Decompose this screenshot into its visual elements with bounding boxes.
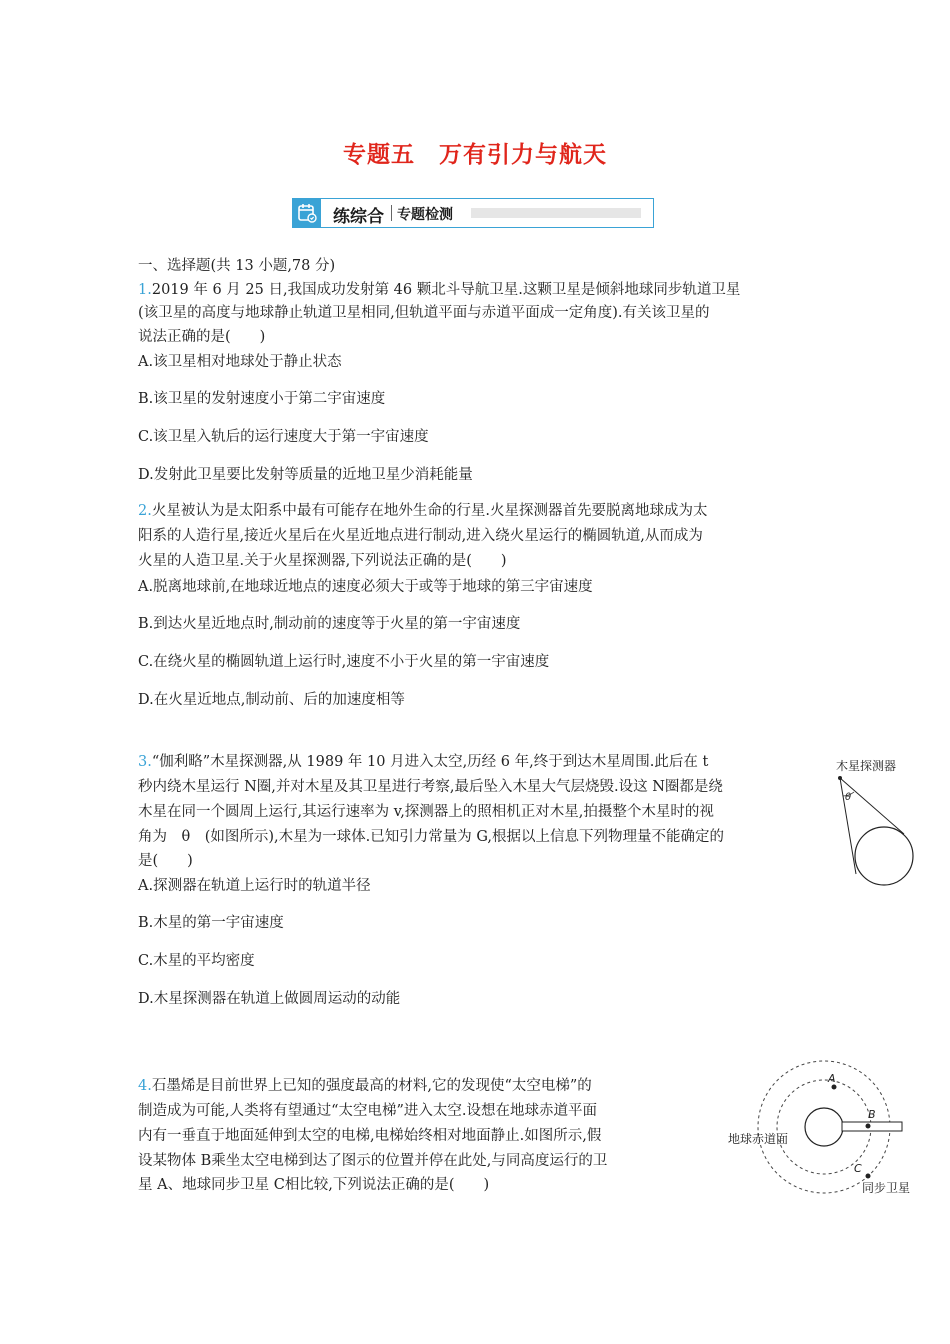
question-number: 3. [138,754,152,770]
question-1-option-c: C.该卫星入轨后的运行速度大于第一宇宙速度 [138,429,429,445]
question-4-line: 设某物体 B乘坐太空电梯到达了图示的位置并停在此处,与同高度运行的卫 [138,1153,608,1169]
question-2-line: 阳系的人造行星,接近火星后在火星近地点进行制动,进入绕火星运行的椭圆轨道,从而成为 [138,528,703,544]
question-2-option-c: C.在绕火星的椭圆轨道上运行时,速度不小于火星的第一宇宙速度 [138,654,550,670]
page-title: 专题五 万有引力与航天 [343,142,607,168]
question-3-line: 木星在同一个圆周上运行,其运行速率为 v,探测器上的照相机正对木星,拍摄整个木星时的视 [138,804,714,820]
calendar-icon [293,199,321,227]
banner-sub-label: 专题检测 [397,207,453,223]
question-3-option-c: C.木星的平均密度 [138,953,255,969]
question-2-line: 火星的人造卫星.关于火星探测器,下列说法正确的是( ) [138,553,507,569]
banner-divider [391,205,392,221]
question-3-option-d: D.木星探测器在轨道上做圆周运动的动能 [138,991,401,1007]
satellite-c-label: C [854,1162,862,1175]
question-4-line: 4.石墨烯是目前世界上已知的强度最高的材料,它的发现使“太空电梯”的 [138,1078,592,1094]
angle-theta-label: θ [845,792,852,803]
jupiter-circle [855,827,913,885]
section-heading: 一、选择题(共 13 小题,78 分) [138,258,336,274]
banner-decor-bar [471,208,641,218]
question-3-line: 3.“伽利略”木星探测器,从 1989 年 10 月进入太空,历经 6 年,终于到达木星周围.此后在 t [138,754,709,770]
tangent-line-upper [840,778,904,834]
question-2-option-a: A.脱离地球前,在地球近地点的速度必须大于或等于地球的第三宇宙速度 [138,579,593,595]
banner-main-label: 练综合 [333,207,384,227]
question-3-option-a: A.探测器在轨道上运行时的轨道半径 [138,878,371,894]
sync-satellite-label: 同步卫星 [862,1181,911,1195]
question-1-option-b: B.该卫星的发射速度小于第二宇宙速度 [138,391,386,407]
question-3-line: 是( ) [138,853,193,869]
question-number: 1. [138,282,152,298]
question-1-option-a: A.该卫星相对地球处于静止状态 [138,354,342,370]
question-1-line: 1.2019 年 6 月 25 日,我国成功发射第 46 颗北斗导航卫星.这颗卫星是倾斜地球同步轨道卫星 [138,282,741,298]
question-4-line: 内有一垂直于地面延伸到太空的电梯,电梯始终相对地面静止.如图所示,假 [138,1128,602,1144]
question-3-option-b: B.木星的第一宇宙速度 [138,915,284,931]
question-3-line: 秒内绕木星运行 N圈,并对木星及其卫星进行考察,最后坠入木星大气层烧毁.设这 N圈都是绕 [138,779,723,795]
object-b-dot [866,1124,871,1129]
earth-circle [805,1108,843,1146]
question-number: 4. [138,1078,152,1094]
jupiter-probe-figure [828,752,928,892]
question-4-line: 星 A、地球同步卫星 C相比较,下列说法正确的是( ) [138,1177,490,1193]
figure-label-probe: 木星探测器 [836,759,897,773]
equator-plane-label: 地球赤道面 [728,1132,789,1146]
question-2-option-d: D.在火星近地点,制动前、后的加速度相等 [138,692,405,708]
satellite-a-dot [832,1085,837,1090]
question-4-line: 制造成为可能,人类将有望通过“太空电梯”进入太空.设想在地球赤道平面 [138,1103,598,1119]
section-banner [292,198,654,228]
object-b-label: B [868,1108,876,1121]
satellite-c-dot [866,1174,871,1179]
question-1-line: (该卫星的高度与地球静止轨道卫星相同,但轨道平面与赤道平面成一定角度).有关该卫星的 [138,305,710,321]
question-3-line: 角为 θ (如图所示),木星为一球体.已知引力常量为 G,根据以上信息下列物理量不能确定的 [138,829,725,845]
satellite-a-label: A [828,1072,836,1085]
question-2-line: 2.火星被认为是太阳系中最有可能存在地外生命的行星.火星探测器首先要脱离地球成为太 [138,503,708,519]
question-1-option-d: D.发射此卫星要比发射等质量的近地卫星少消耗能量 [138,467,473,483]
question-2-option-b: B.到达火星近地点时,制动前的速度等于火星的第一宇宙速度 [138,616,521,632]
question-number: 2. [138,503,152,519]
space-elevator-figure [722,1054,932,1200]
question-1-line: 说法正确的是( ) [138,329,266,345]
space-elevator-bar [842,1122,902,1131]
